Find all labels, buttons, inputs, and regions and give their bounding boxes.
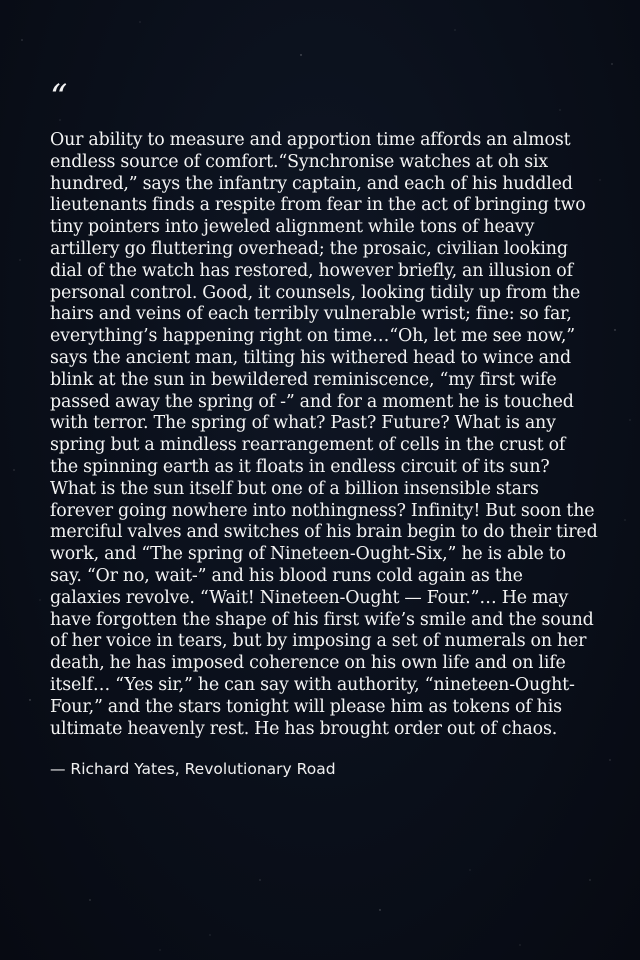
quote-mark-icon: “ [50,77,68,117]
quote-attribution: — Richard Yates, Revolutionary Road [50,760,336,779]
quote-text: Our ability to measure and apportion time affords an almost endless source of comfort.“Synchronise watches at oh six hundred,” says the infantry captain, and each of his huddled lieutenants finds a respite from fear in the act of bringing two tiny pointers into jeweled alignment while tons of heavy artillery go fluttering overhead; the prosaic, civilian looking dial of the watch has restored, however briefly, an illusion of personal control. Good, it counsels, looking tidily up from the hairs and veins of each terribly vulnerable wrist; fine: so far, everything’s happening right on time…“Oh, let me see now,” says the ancient man, tilting his withered head to wince and blink at the sun in bewildered reminiscence, “my first wife passed away the spring of -” and for a moment he is touched with terror. The spring of what? Past? Future? What is any spring but a mindless rearrangement of cells in the crust of the spinning earth as it floats in endless circuit of its sun? What is the sun itself but one of a billion insensible stars forever going nowhere into nothingness? Infinity! But soon the merciful valves and switches of his brain begin to do their tired work, and “The spring of Nineteen-Ought-Six,” he is able to say. “Or no, wait-” and his blood runs cold again as the galaxies revolve. “Wait! Nineteen-Ought — Four.”… He may have forgotten the shape of his first wife’s smile and the sound of her voice in tears, but by imposing a set of numerals on her death, he has imposed coherence on his own life and on life itself… “Yes sir,” he can say with authority, “nineteen-Ought-Four,” and the stars tonight will please him as tokens of his ultimate heavenly rest. He has brought order out of chaos. [50,130,598,739]
quote-card [50,77,598,779]
